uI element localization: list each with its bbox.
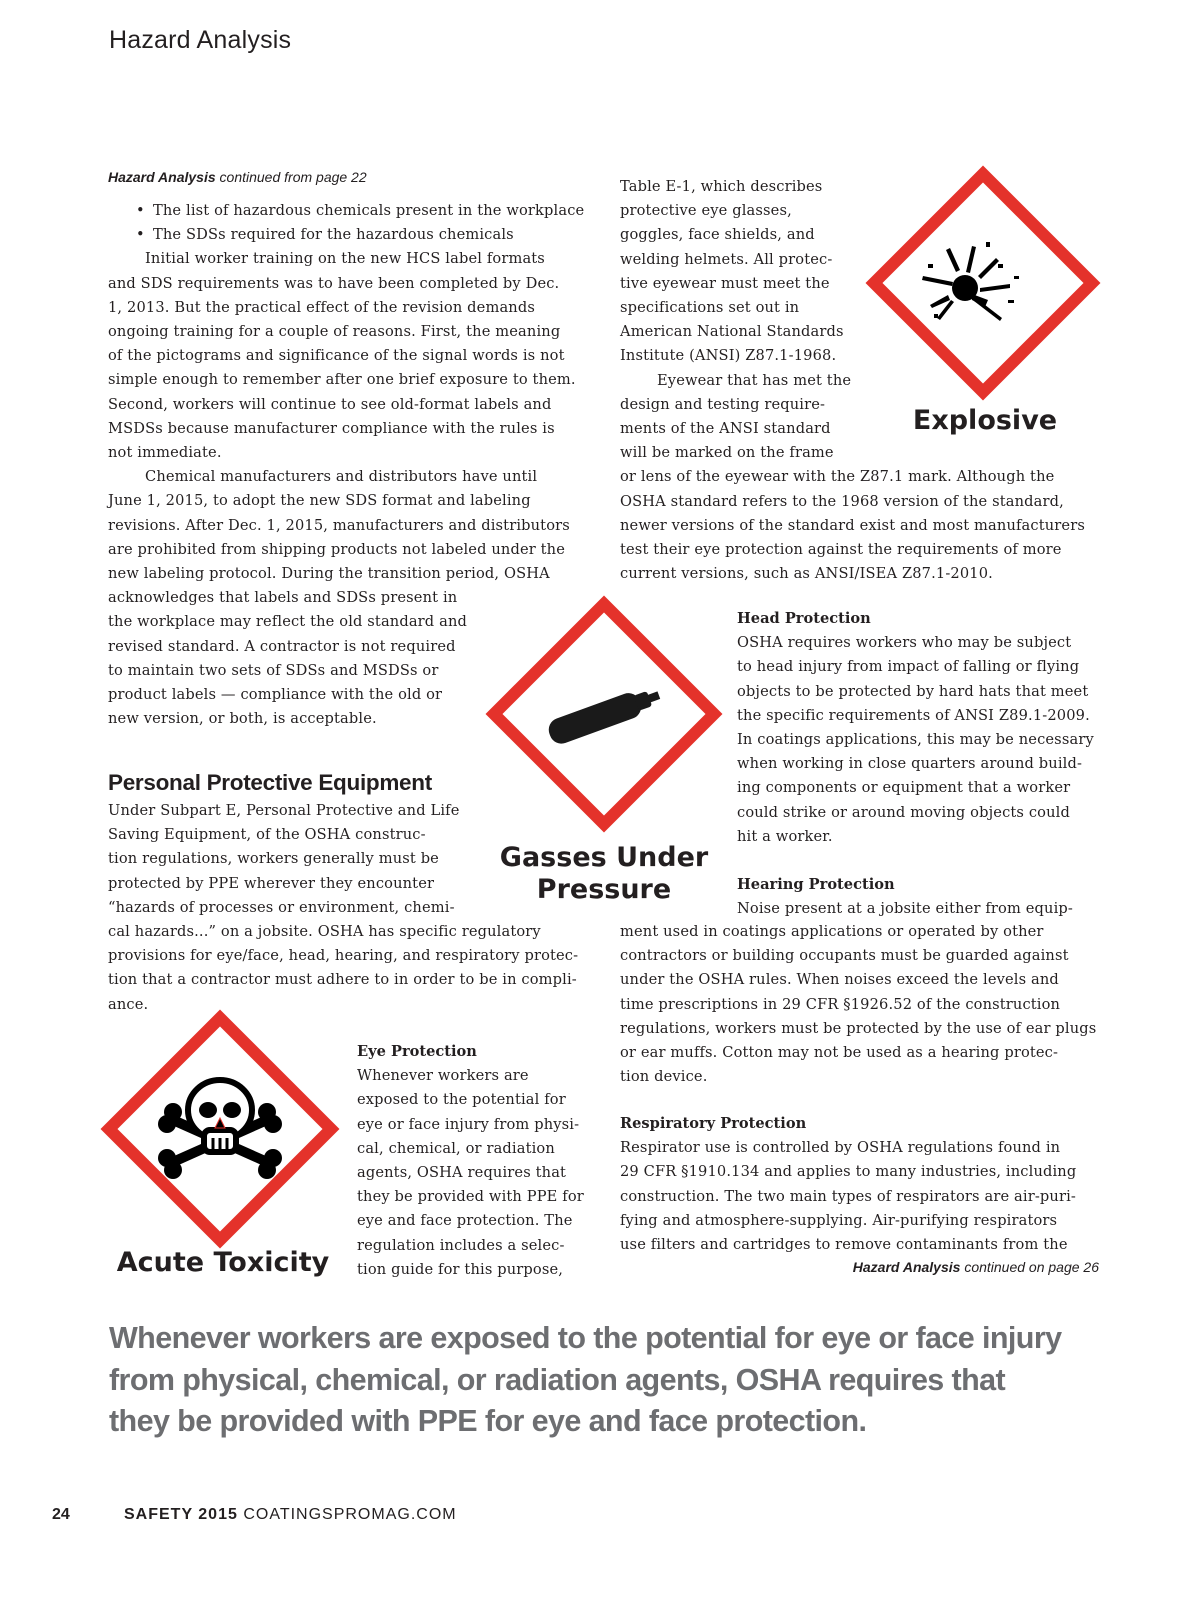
eye-protection-heading: Eye Protection [357,1043,477,1060]
text-line: Whenever workers are [357,1067,529,1085]
text-line: revisions. After Dec. 1, 2015, manufacturers and distributors [108,516,570,534]
text-line: OSHA requires workers who may be subject [737,634,1072,652]
text-line: provisions for eye/face, head, hearing, and respiratory protec- [108,947,579,965]
respiratory-protection-paragraph [620,1136,1076,1257]
text-line: tion guide for this purpose, [357,1260,564,1278]
text-line: “hazards of processes or environment, chemi- [108,898,455,916]
text-line: tive eyewear must meet the [620,274,830,292]
text-line: or ear muffs. Cotton may not be used as a hearing protec- [620,1044,1059,1062]
text-line: ongoing training for a couple of reasons. First, the meaning [108,323,561,341]
text-line: could strike or around moving objects could [737,803,1070,821]
training-paragraph [108,247,588,465]
text-line: will be marked on the frame [620,444,834,462]
hearing-first-line-wrap [737,897,1094,921]
toxicity-label: Acute Toxicity [116,1247,330,1278]
text-line: under the OSHA rules. When noises exceed the levels and [620,971,1059,989]
text-line: the workplace may reflect the old standard and [108,613,467,631]
text-line: Saving Equipment, of the OSHA construc- [108,826,426,844]
gas-label-line2: Pressure [536,874,672,905]
text-line: cal hazards...” on a jobsite. OSHA has specific regulatory [108,923,541,941]
text-line: protected by PPE wherever they encounter [108,874,435,892]
text-line: they be provided with PPE for [357,1188,584,1206]
text-line: Respirator use is controlled by OSHA regulations found in [620,1139,1061,1157]
text-line: MSDSs because manufacturer compliance with the rules is [108,419,555,437]
text-line: 29 CFR §1910.134 and applies to many industries, including [620,1163,1077,1181]
text-line: fying and atmosphere-supplying. Air-purifying respirators [620,1211,1058,1229]
text-line: agents, OSHA requires that [357,1164,567,1182]
gas-label-line1: Gasses Under [499,842,709,873]
continued-on-title: Hazard Analysis [852,1259,961,1275]
text-line: the specific requirements of ANSI Z89.1-2009. [737,706,1090,724]
text-line: Institute (ANSI) Z87.1-1968. [620,347,837,365]
explosive-label: Explosive [912,405,1058,436]
text-line: are prohibited from shipping products not labeled under the [108,540,566,558]
text-line: 1, 2013. But the practical effect of the revision demands [108,298,535,316]
footer-issue: SAFETY 2015 [124,1506,238,1523]
text-line: ment used in coatings applications or operated by other [620,923,1044,940]
text-line: and SDS requirements was to have been completed by Dec. [108,274,560,292]
text-line: regulations, workers must be protected by the use of ear plugs [620,1019,1097,1037]
hearing-protection-heading: Hearing Protection [737,876,895,894]
text-line: objects to be protected by hard hats that meet [737,682,1089,700]
continued-on-text: continued on page 26 [964,1259,1099,1275]
text-line: ments of the ANSI standard [620,420,831,438]
pull-quote-line: Whenever workers are exposed to the potential for eye or face injury [109,1321,1062,1355]
skull-crossbones-pictogram-icon [103,1012,337,1246]
footer-credit [124,1506,457,1524]
text-line: to head injury from impact of falling or flying [737,658,1080,676]
ppe-heading: Personal Protective Equipment [108,770,432,795]
list-item: • The SDSs required for the hazardous chemicals [108,223,588,247]
text-line: protective eye glasses, [620,202,792,220]
list-item: • The list of hazardous chemicals present in the workplace [108,199,588,223]
continued-on-note [853,1259,1099,1275]
explosive-pictogram-icon [868,168,1098,398]
text-line: or lens of the eyewear with the Z87.1 mark. Although the [620,468,1055,486]
text-line: tion regulations, workers generally must be [108,850,439,868]
text-line: current versions, such as ANSI/ISEA Z87.1-2010. [620,565,993,583]
text-line: hit a worker. [737,827,833,845]
text-line: regulation includes a selec- [357,1236,565,1254]
respiratory-protection-heading: Respiratory Protection [620,1115,807,1132]
eye-protection-block [357,1040,584,1282]
text-line: use filters and cartridges to remove contaminants from the [620,1236,1068,1254]
text-line: design and testing require- [620,395,826,413]
text-line: tion that a contractor must adhere to in order to be in compli- [108,971,577,989]
eye-protection-paragraph [357,1064,584,1282]
continued-from-title: Hazard Analysis [108,169,216,185]
text-line: Under Subpart E, Personal Protective and Life [108,802,460,819]
text-line: contractors or building occupants must be guarded against [620,947,1069,965]
text-line: Eyewear that has met the [657,371,852,389]
text-line: In coatings applications, this may be necessary [737,731,1094,749]
hearing-protection-paragraph [620,920,1096,1089]
text-line: tion device. [620,1068,708,1086]
text-line: test their eye protection against the requirements of more [620,541,1062,559]
text-line: when working in close quarters around build- [737,755,1083,773]
footer-site: COATINGSPROMAG.COM [243,1506,457,1523]
text-line: not immediate. [108,444,222,462]
text-line: June 1, 2015, to adopt the new SDS format and labeling [108,492,531,510]
text-line: simple enough to remember after one brief exposure to them. [108,371,576,389]
section-label: Hazard Analysis [109,26,292,54]
text-line: welding helmets. All protec- [620,250,833,268]
text-line: newer versions of the standard exist and most manufacturers [620,516,1085,534]
hazard-list [108,199,588,247]
text-line: construction. The two main types of respirators are air-puri- [620,1187,1076,1205]
pull-quote [109,1318,1109,1443]
text-line: Chemical manufacturers and distributors have until [145,468,538,486]
text-line: of the pictograms and significance of the signal words is not [108,347,565,365]
gas-cylinder-pictogram-icon [488,598,720,830]
page-number: 24 [52,1506,70,1523]
head-protection-heading: Head Protection [737,610,871,627]
text-line: exposed to the potential for [357,1091,566,1109]
respiratory-protection-block [620,1112,1076,1257]
pull-quote-line: they be provided with PPE for eye and face protection. [109,1404,867,1438]
text-line: Noise present at a jobsite either from equip- [737,900,1073,918]
text-line: Second, workers will continue to see old-format labels and [108,395,552,413]
text-line: goggles, face shields, and [620,226,815,244]
text-line: new labeling protocol. During the transition period, OSHA [108,565,550,583]
text-line: product labels — compliance with the old or [108,686,443,704]
text-line: ing components or equipment that a worker [737,779,1071,797]
text-line: new version, or both, is acceptable. [108,710,377,728]
ppe-paragraph [108,799,578,1017]
text-line: acknowledges that labels and SDSs present in [108,589,458,607]
text-line: Initial worker training on the new HCS label formats [145,250,545,268]
text-line: to maintain two sets of SDSs and MSDSs or [108,661,439,679]
head-protection-block [737,607,1094,921]
text-line: eye and face protection. The [357,1212,573,1230]
pull-quote-line: from physical, chemical, or radiation agents, OSHA requires that [109,1362,1006,1397]
text-line: cal, chemical, or radiation [357,1139,555,1157]
text-line: Table E-1, which describes [620,178,823,195]
text-line: time prescriptions in 29 CFR §1926.52 of the construction [620,995,1061,1013]
text-line: ance. [108,995,149,1013]
continued-from-text: continued from page 22 [219,169,367,185]
text-line: American National Standards [620,323,844,341]
text-line: eye or face injury from physi- [357,1115,580,1133]
continued-from-note [108,169,367,185]
text-line: OSHA standard refers to the 1968 version of the standard, [620,492,1064,510]
text-line: revised standard. A contractor is not required [108,637,456,655]
head-protection-paragraph [737,631,1094,849]
gas-label [488,842,720,906]
text-line: specifications set out in [620,299,800,317]
